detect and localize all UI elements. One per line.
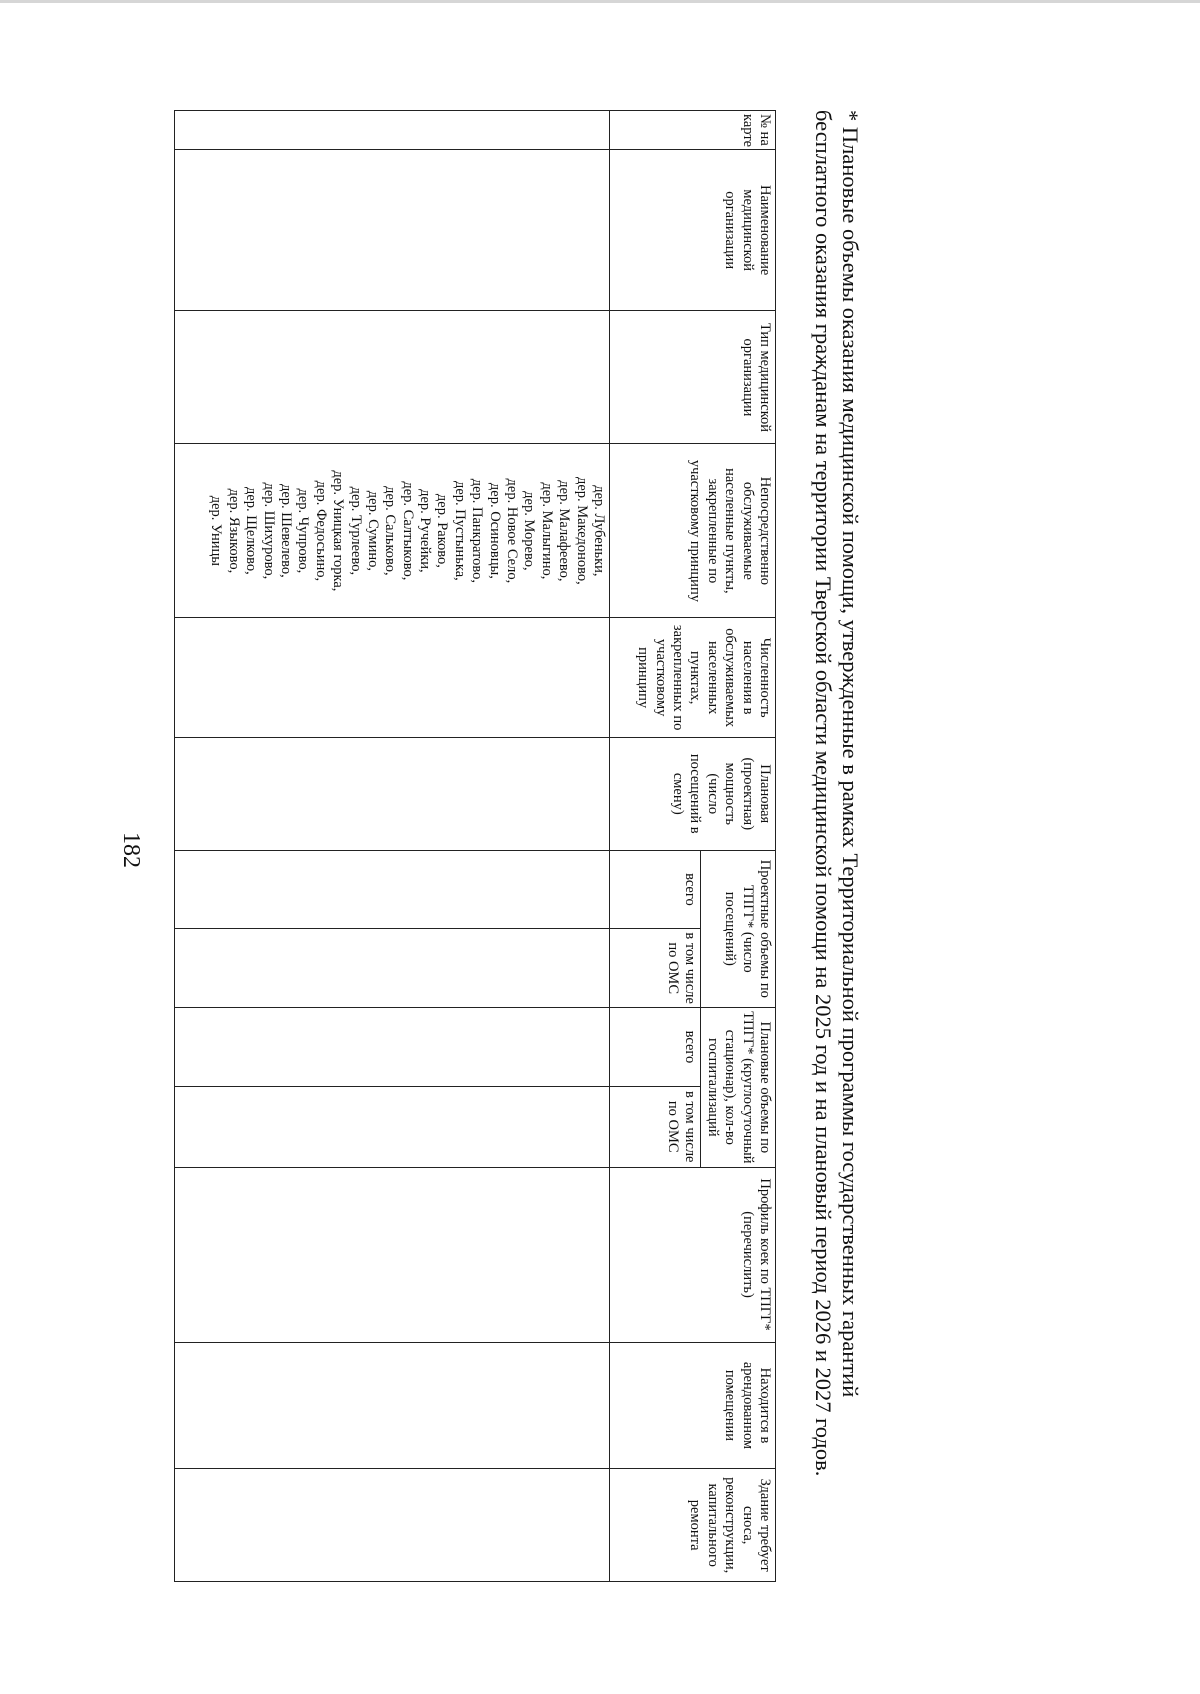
header-visits-total: всего [610,850,701,929]
header-repair: Здание требует сноса, реконструкции, капитального ремонта [610,1469,776,1582]
cell-bed-profile [175,1167,610,1342]
header-visits: Проектные объемы по ТПГГ* (число посещений) [701,850,776,1008]
cell-visits-oms [175,929,610,1008]
cell-org-type [175,311,610,444]
settlement-item: дер. Салтыково, [399,481,416,581]
settlement-item: дер. Панкратово, [469,478,486,584]
settlement-item: дер. Лубеньки, [591,485,607,577]
facilities-table [174,110,776,1582]
page-number: 182 [118,832,144,868]
cell-population [175,618,610,738]
header-capacity: Плановая (проектная) мощность (число посещений в смену) [610,738,776,851]
header-org-name: Наименование медицинской организации [610,149,776,311]
settlement-item: дер. Щелково, [243,486,260,575]
cell-capacity [175,738,610,851]
settlement-item: дер. Ручейки, [417,489,434,573]
cell-repair [175,1469,610,1582]
settlement-item: дер. Федосьино, [312,480,329,582]
footnote-line-2: бесплатного оказания гражданам на территории Тверской области медицинской помощи на 2025 год и на плановый период 2026 и 2027 годов. [810,110,836,1477]
settlement-item: дер. Уницы [208,495,225,567]
settlement-item: дер. Сальково, [382,486,399,576]
cell-rented [175,1342,610,1469]
settlement-item: дер. Шевелево, [277,483,294,578]
header-visits-oms: в том числе по ОМС [610,929,701,1008]
settlement-item: дер. Малыгино, [538,482,555,580]
settlement-item: дер. Новое Село, [504,478,521,584]
settlement-item: дер. Турлеево, [347,486,364,576]
header-hospitalizations: Плановые объемы по ТПГГ* (круглосуточный стационар), кол-во госпитализаций [701,1008,776,1168]
header-map-no: № на карте [610,111,776,150]
header-settlements: Непосредственно обслуживаемые населенные пункты, закрепленные по участковому принципу [610,444,776,618]
settlement-item: дер. Сумино, [364,490,381,572]
header-hosp-oms: в том числе по ОМС [610,1086,701,1167]
settlement-item: дер. Малафеево, [556,480,573,582]
header-org-type: Тип медицинской организации [610,311,776,444]
cell-hosp-total [175,1008,610,1087]
header-population: Численность населения в обслуживаемых населенных пунктах, закрепленных по участковому принципу [610,618,776,738]
header-hosp-total: всего [610,1008,701,1087]
footnote-line-1: * Плановые объемы оказания медицинской помощи, утвержденные в рамках Территориальной программы государственных гарантий [838,110,863,1398]
settlement-item: дер. Уницкая горка, [330,470,347,592]
cell-hosp-oms [175,1086,610,1167]
settlement-item: дер. Осиновцы, [486,482,503,579]
settlement-item: дер. Чупрово, [295,488,312,574]
header-bed-profile: Профиль коек по ТПГГ* (перечислить) [610,1167,776,1342]
cell-visits-total [175,850,610,929]
settlement-item: дер. Языково, [225,488,242,574]
settlement-item: дер. Шихурово, [260,482,277,580]
cell-settlements [175,444,610,618]
header-rented: Находится в арендованном помещении [610,1342,776,1469]
settlement-item: дер. Пустынька, [451,480,468,581]
cell-org-name [175,149,610,311]
settlement-item: дер. Раково, [434,493,451,568]
settlement-item: дер. Македоново, [573,476,590,585]
settlement-item: дер. Морево, [521,491,538,571]
cell-map-no [175,111,610,150]
footnote [809,110,864,1590]
